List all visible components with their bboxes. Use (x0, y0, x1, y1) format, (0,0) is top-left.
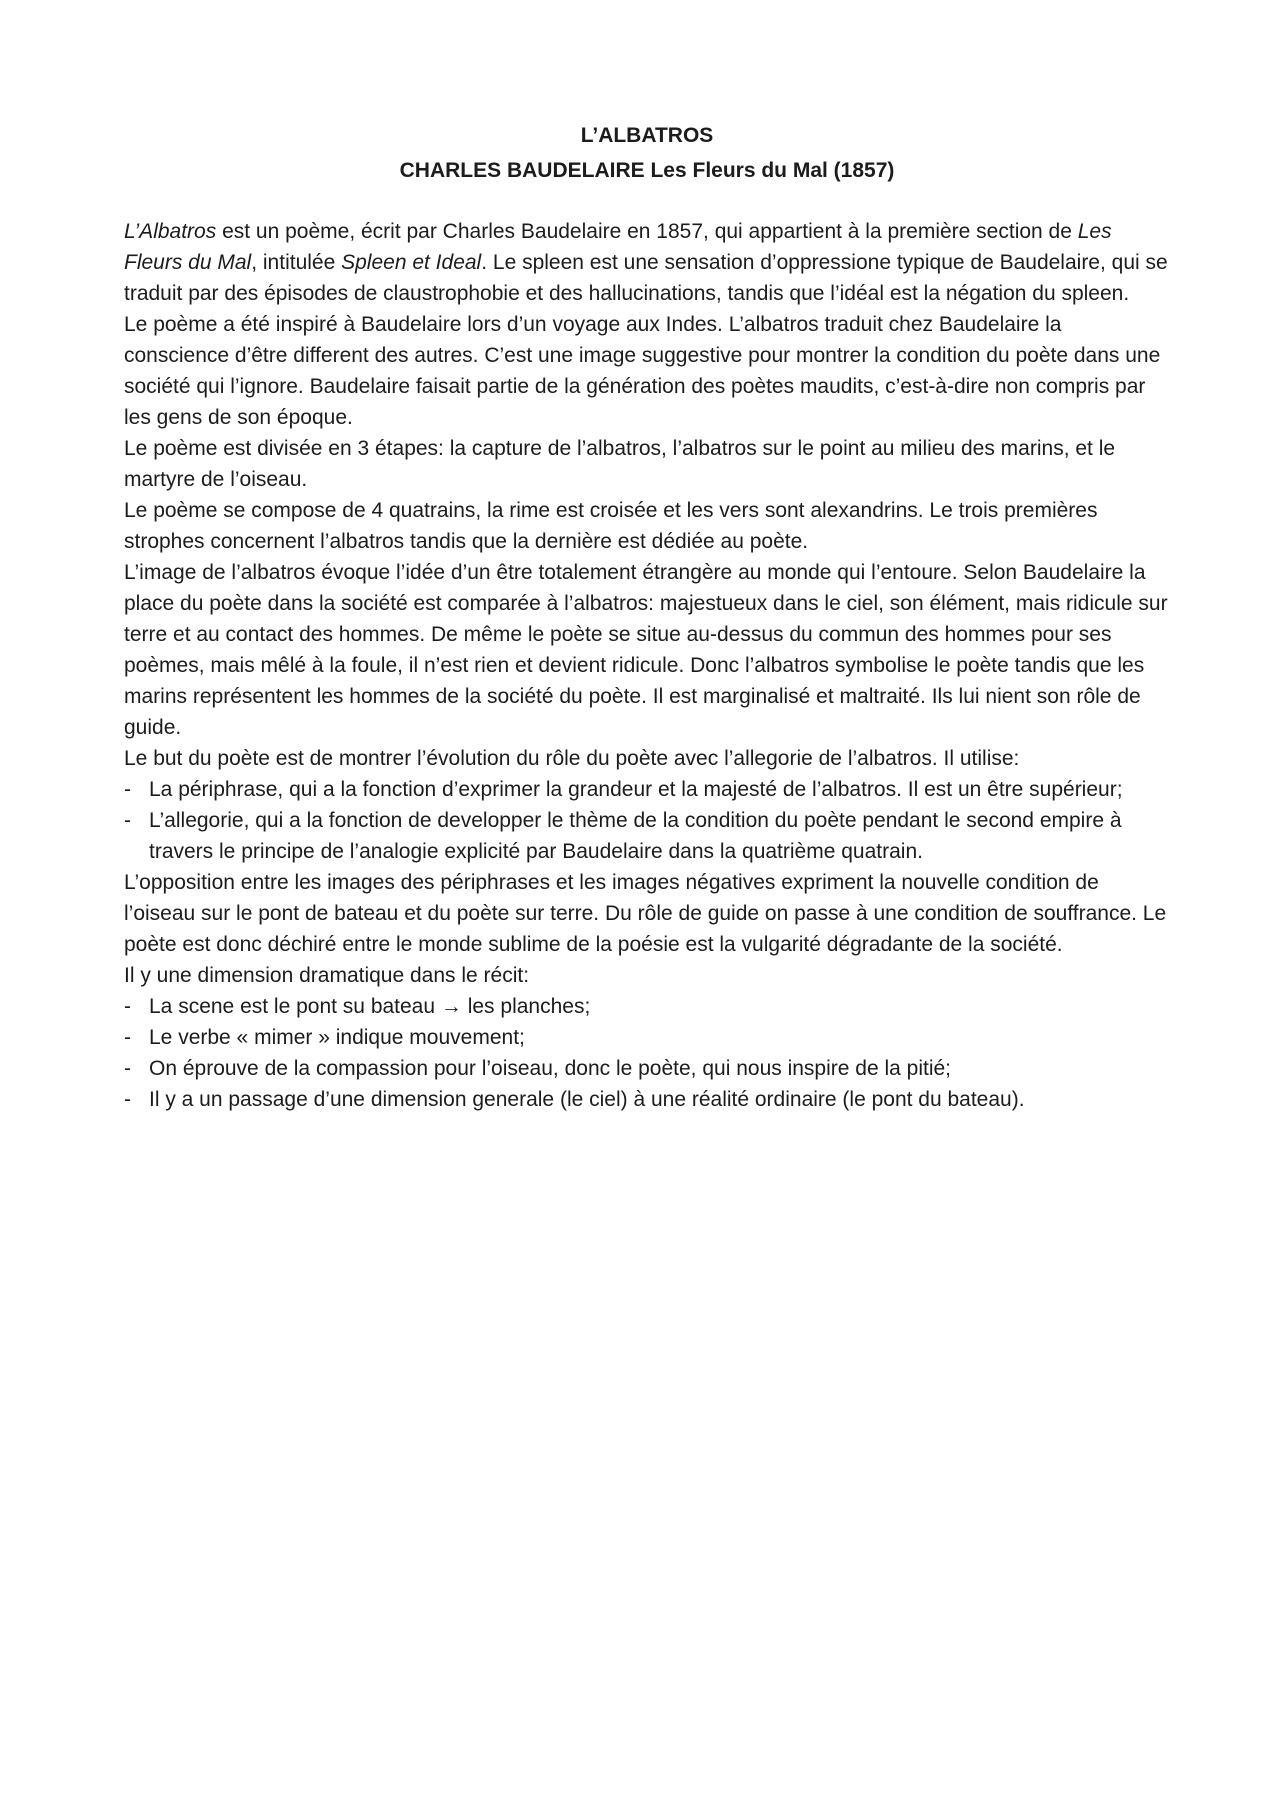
document-title: L’ALBATROS (580, 124, 714, 147)
list-item-text: L’allegorie, qui a la fonction de developper le thème de la condition du poète pendant le second empire à travers le principe de l’analogie explicité par Baudelaire dans la quatrième quatrain. (149, 809, 1122, 863)
drama-list (124, 991, 1170, 1115)
device-list (124, 774, 1170, 867)
list-dash: - (124, 1026, 131, 1049)
list-item (124, 991, 1170, 1022)
list-item (124, 1053, 1170, 1084)
list-item-text: Il y a un passage d’une dimension generale (le ciel) à une réalité ordinaire (le pont du bateau). (149, 1088, 1025, 1111)
intro-part1: est un poème, écrit par Charles Baudelaire en 1857, qui appartient à la première section de (216, 220, 1078, 243)
body-paragraph: Le poème a été inspiré à Baudelaire lors d’un voyage aux Indes. L’albatros traduit chez Baudelaire la conscience d’être different des autres. C’est une image suggestive pour montrer la condition du poète dans une société qui l’ignore. Baudelaire faisait partie de la génération des poètes maudits, c’est-à-dire non compris par les gens de son époque. (124, 313, 1161, 429)
intro-work-italic: Les Fleurs du Mal (124, 220, 1112, 274)
document-subtitle (124, 153, 1170, 188)
list-item-text: Le verbe « mimer » indique mouvement; (149, 1026, 525, 1049)
body-paragraph: Le poème se compose de 4 quatrains, la rime est croisée et les vers sont alexandrins. Le trois premières strophes concernent l’albatros tandis que la dernière est dédiée au poète. (124, 499, 1098, 553)
list-dash: - (124, 778, 131, 801)
body-paragraph: L’image de l’albatros évoque l’idée d’un être totalement étrangère au monde qui l’entoure. Selon Baudelaire la place du poète dans la société est comparée à l’albatros: majestueux dans le ciel, son élément, mais ridicule sur terre et au contact des hommes. De même le poète se situe au-dessus du commun des hommes pour ses poèmes, mais mêlé à la foule, il n’est rien et devient ridicule. Donc l’albatros symbolise le poète tandis que les marins représentent les hommes de la société du poète. Il est marginalisé et maltraité. Ils lui nient son rôle de guide. (124, 561, 1168, 739)
document-page (124, 118, 1170, 1115)
list-dash: - (124, 1088, 131, 1111)
body-paragraph: Le poème est divisée en 3 étapes: la capture de l’albatros, l’albatros sur le point au milieu des marins, et le martyre de l’oiseau. (124, 437, 1116, 491)
list-item-text: On éprouve de la compassion pour l’oiseau, donc le poète, qui nous inspire de la pitié; (149, 1057, 952, 1080)
list-item-text: La scene est le pont su bateau → les planches; (149, 995, 591, 1018)
list-dash: - (124, 809, 131, 832)
list-item-text: La périphrase, qui a la fonction d’exprimer la grandeur et la majesté de l’albatros. Il est un être supérieur; (149, 778, 1123, 801)
list-dash: - (124, 1057, 131, 1080)
body-paragraph: Le but du poète est de montrer l’évolution du rôle du poète avec l’allegorie de l’albatros. Il utilise: (124, 747, 1020, 770)
subtitle-author: CHARLES BAUDELAIRE (399, 159, 645, 182)
list-item (124, 1084, 1170, 1115)
intro-paragraph (124, 216, 1170, 309)
title-block (124, 118, 1170, 188)
list-dash: - (124, 995, 131, 1018)
intro-section-italic: Spleen et Ideal (341, 251, 482, 274)
list-item (124, 1022, 1170, 1053)
body-paragraph: L’opposition entre les images des périphrases et les images négatives expriment la nouvelle condition de l’oiseau sur le pont de bateau et du poète sur terre. Du rôle de guide on passe à une condition de souffrance. Le poète est donc déchiré entre le monde sublime de la poésie est la vulgarité dégradante de la société. (124, 871, 1167, 956)
subtitle-work: Les Fleurs du Mal (1857) (650, 159, 895, 182)
intro-part2: , intitulée (251, 251, 342, 274)
list-item (124, 774, 1170, 805)
intro-title-italic: L’Albatros (124, 220, 217, 243)
list-item (124, 805, 1170, 867)
body-paragraph: Il y une dimension dramatique dans le récit: (124, 964, 530, 987)
intro-part3: . Le spleen est une sensation d’oppressione typique de Baudelaire, qui se traduit par des épisodes de claustrophobie et des hallucinations, tandis que l’idéal est la négation du spleen. (124, 251, 1168, 305)
